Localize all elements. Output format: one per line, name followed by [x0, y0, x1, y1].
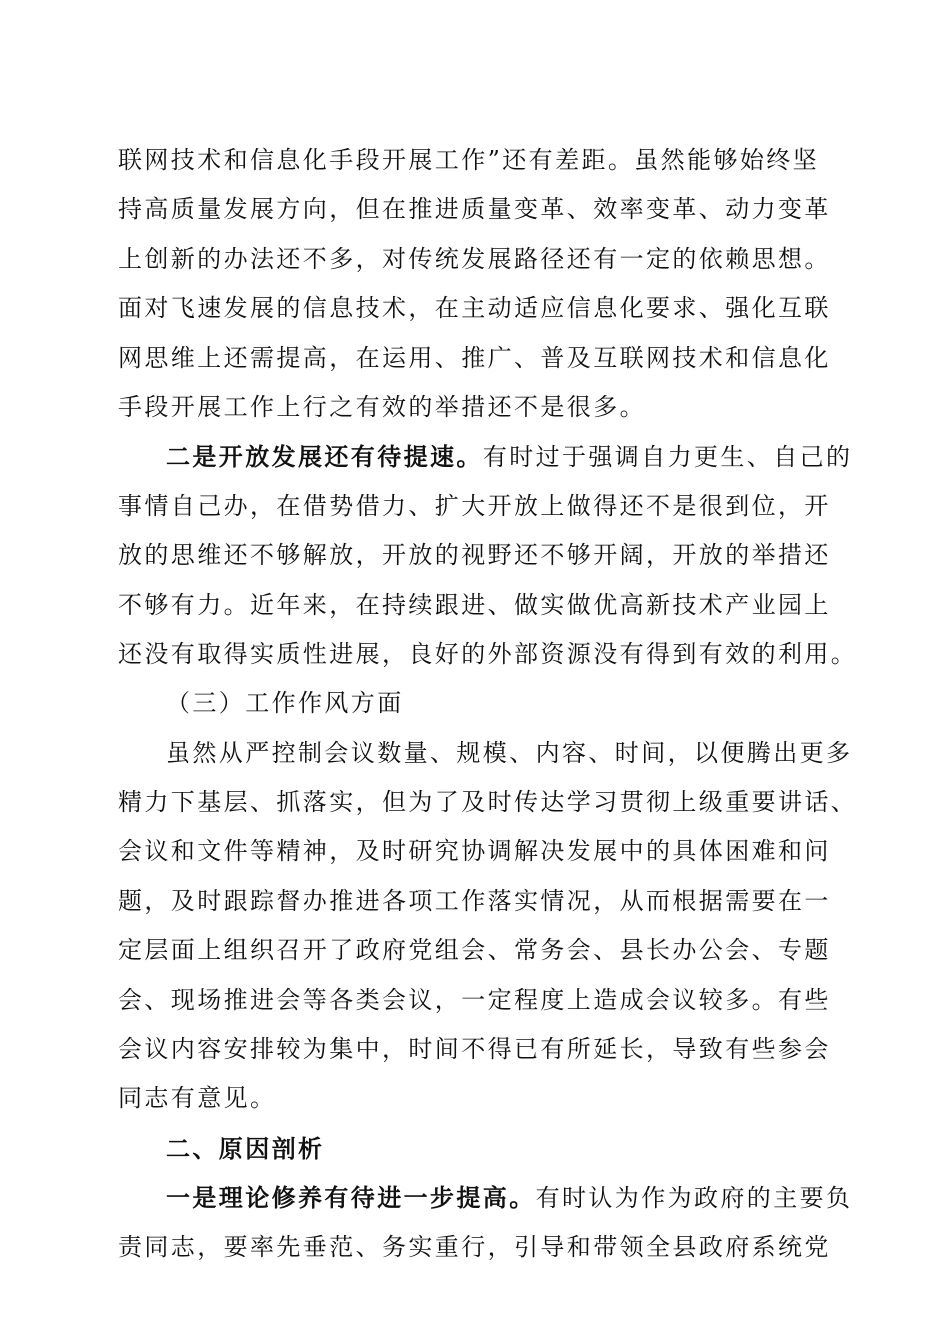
text-line: 手段开展工作上行之有效的举措还不是很多。	[118, 392, 646, 421]
text-line: 定层面上组织召开了政府党组会、常务会、县长办公会、专题	[118, 936, 831, 965]
text-line: 事情自己办，在借势借力、扩大开放上做得还不是很到位，开	[118, 491, 831, 520]
text-line: 持高质量发展方向，但在推进质量变革、效率变革、动力变革	[118, 195, 831, 224]
section-heading: 二、原因剖析	[166, 1133, 325, 1163]
text-line: 责同志，要率先垂范、务实重行，引导和带领全县政府系统党	[118, 1232, 831, 1261]
section-heading: （三）工作作风方面	[166, 689, 404, 718]
text-run: 有时过于强调自力更生、自己的	[482, 443, 853, 472]
text-line: 会议和文件等精神，及时研究协调解决发展中的具体困难和问	[118, 837, 831, 866]
text-line: 面对飞速发展的信息技术，在主动适应信息化要求、强化互联	[118, 294, 831, 323]
document-page	[118, 136, 858, 1272]
text-line: 上创新的办法还不多，对传统发展路径还有一定的依赖思想。	[118, 244, 831, 273]
text-line: 精力下基层、抓落实，但为了及时传达学习贯彻上级重要讲话、	[118, 788, 858, 817]
bold-lead-phrase: 二是开放发展还有待提速。	[166, 442, 483, 472]
text-line: 会议内容安排较为集中，时间不得已有所延长，导致有些参会	[118, 1035, 831, 1064]
text-line: 会、现场推进会等各类会议，一定程度上造成会议较多。有些	[118, 985, 831, 1014]
text-line: 不够有力。近年来，在持续跟进、做实做优高新技术产业园上	[118, 590, 831, 619]
paragraph-first-line: 虽然从严控制会议数量、规模、内容、时间，以便腾出更多	[166, 738, 853, 767]
text-line: 题，及时跟踪督办推进各项工作落实情况，从而根据需要在一	[118, 886, 831, 915]
text-line: 同志有意见。	[118, 1084, 277, 1113]
text-line: 还没有取得实质性进展，良好的外部资源没有得到有效的利用。	[118, 639, 858, 668]
text-line: 放的思维还不够解放，开放的视野还不够开阔，开放的举措还	[118, 541, 831, 570]
bold-lead-phrase: 一是理论修养有待进一步提高。	[166, 1183, 536, 1213]
text-line: 联网技术和信息化手段开展工作”还有差距。虽然能够始终坚	[118, 146, 820, 174]
paragraph-first-line	[118, 1173, 853, 1222]
text-run: 有时认为作为政府的主要负	[535, 1184, 853, 1213]
text-line: 网思维上还需提高，在运用、推广、普及互联网技术和信息化	[118, 343, 831, 372]
paragraph-first-line	[118, 432, 853, 481]
